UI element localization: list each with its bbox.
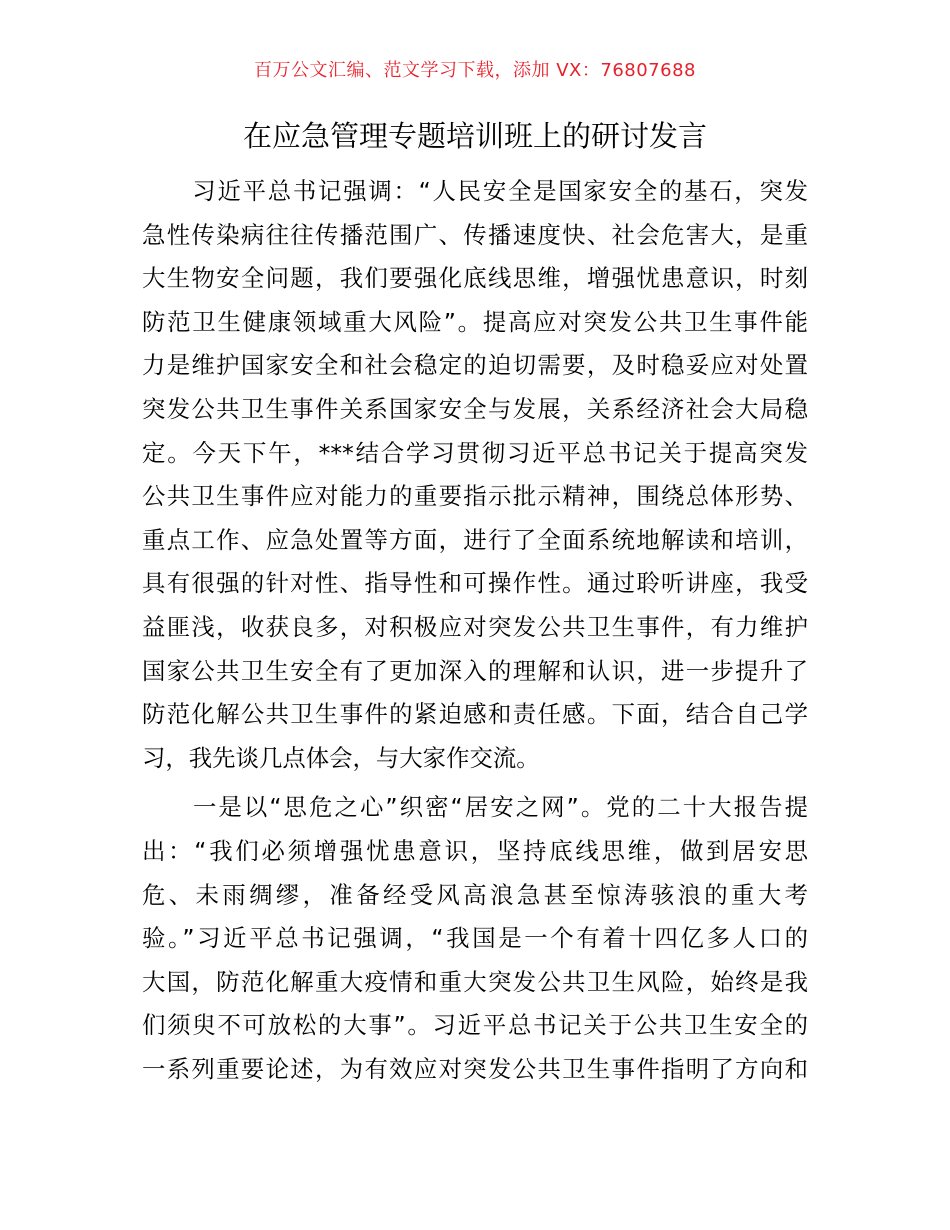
text-line: 危、未雨绸缪，准备经受风高浪急甚至惊涛骇浪的重大考 [142,880,808,909]
text-line: 防范化解公共卫生事件的紧迫感和责任感。下面，结合自己学 [142,700,808,729]
text-line: 国家公共卫生安全有了更加深入的理解和认识，进一步提升了 [142,656,808,685]
text-line: 出：“我们必须增强忧患意识，坚持底线思维，做到居安思 [142,836,808,865]
paragraph-2 [142,786,808,1091]
text-line: 一是以“思危之心”织密“居安之网”。党的二十大报告提 [142,793,808,822]
text-line: 一系列重要论述，为有效应对突发公共卫生事件指明了方向和 [142,1054,808,1083]
text-line: 具有很强的针对性、指导性和可操作性。通过聆听讲座，我受 [142,569,808,598]
text-line: 习，我先谈几点体会，与大家作交流。 [142,743,540,772]
text-line: 突发公共卫生事件关系国家安全与发展，关系经济社会大局稳 [142,394,808,423]
text-line: 益匪浅，收获良多，对积极应对突发公共卫生事件，有力维护 [142,612,808,641]
text-line: 大生物安全问题，我们要强化底线思维，增强忧患意识，时刻 [142,264,808,293]
document-body [142,170,808,1091]
header-banner: 百万公文汇编、范文学习下载，添加 VX：76807688 [254,60,696,81]
text-line: 大国，防范化解重大疫情和重大突发公共卫生风险，始终是我 [142,967,808,996]
paragraph-1 [142,170,808,780]
text-line: 定。今天下午，***结合学习贯彻习近平总书记关于提高突发 [142,438,808,467]
text-line: 验。”习近平总书记强调，“我国是一个有着十四亿多人口的 [142,924,808,953]
text-line: 急性传染病往往传播范围广、传播速度快、社会危害大，是重 [142,220,808,249]
document-title: 在应急管理专题培训班上的研讨发言 [242,119,707,153]
text-line: 防范卫生健康领域重大风险”。提高应对突发公共卫生事件能 [142,307,808,336]
text-line: 重点工作、应急处置等方面，进行了全面系统地解读和培训， [142,525,808,554]
text-line: 们须臾不可放松的大事”。习近平总书记关于公共卫生安全的 [142,1011,808,1040]
text-line: 力是维护国家安全和社会稳定的迫切需要，及时稳妥应对处置 [142,351,808,380]
text-line: 公共卫生事件应对能力的重要指示批示精神，围绕总体形势、 [142,482,808,511]
text-line: 习近平总书记强调：“人民安全是国家安全的基石，突发 [142,177,808,205]
